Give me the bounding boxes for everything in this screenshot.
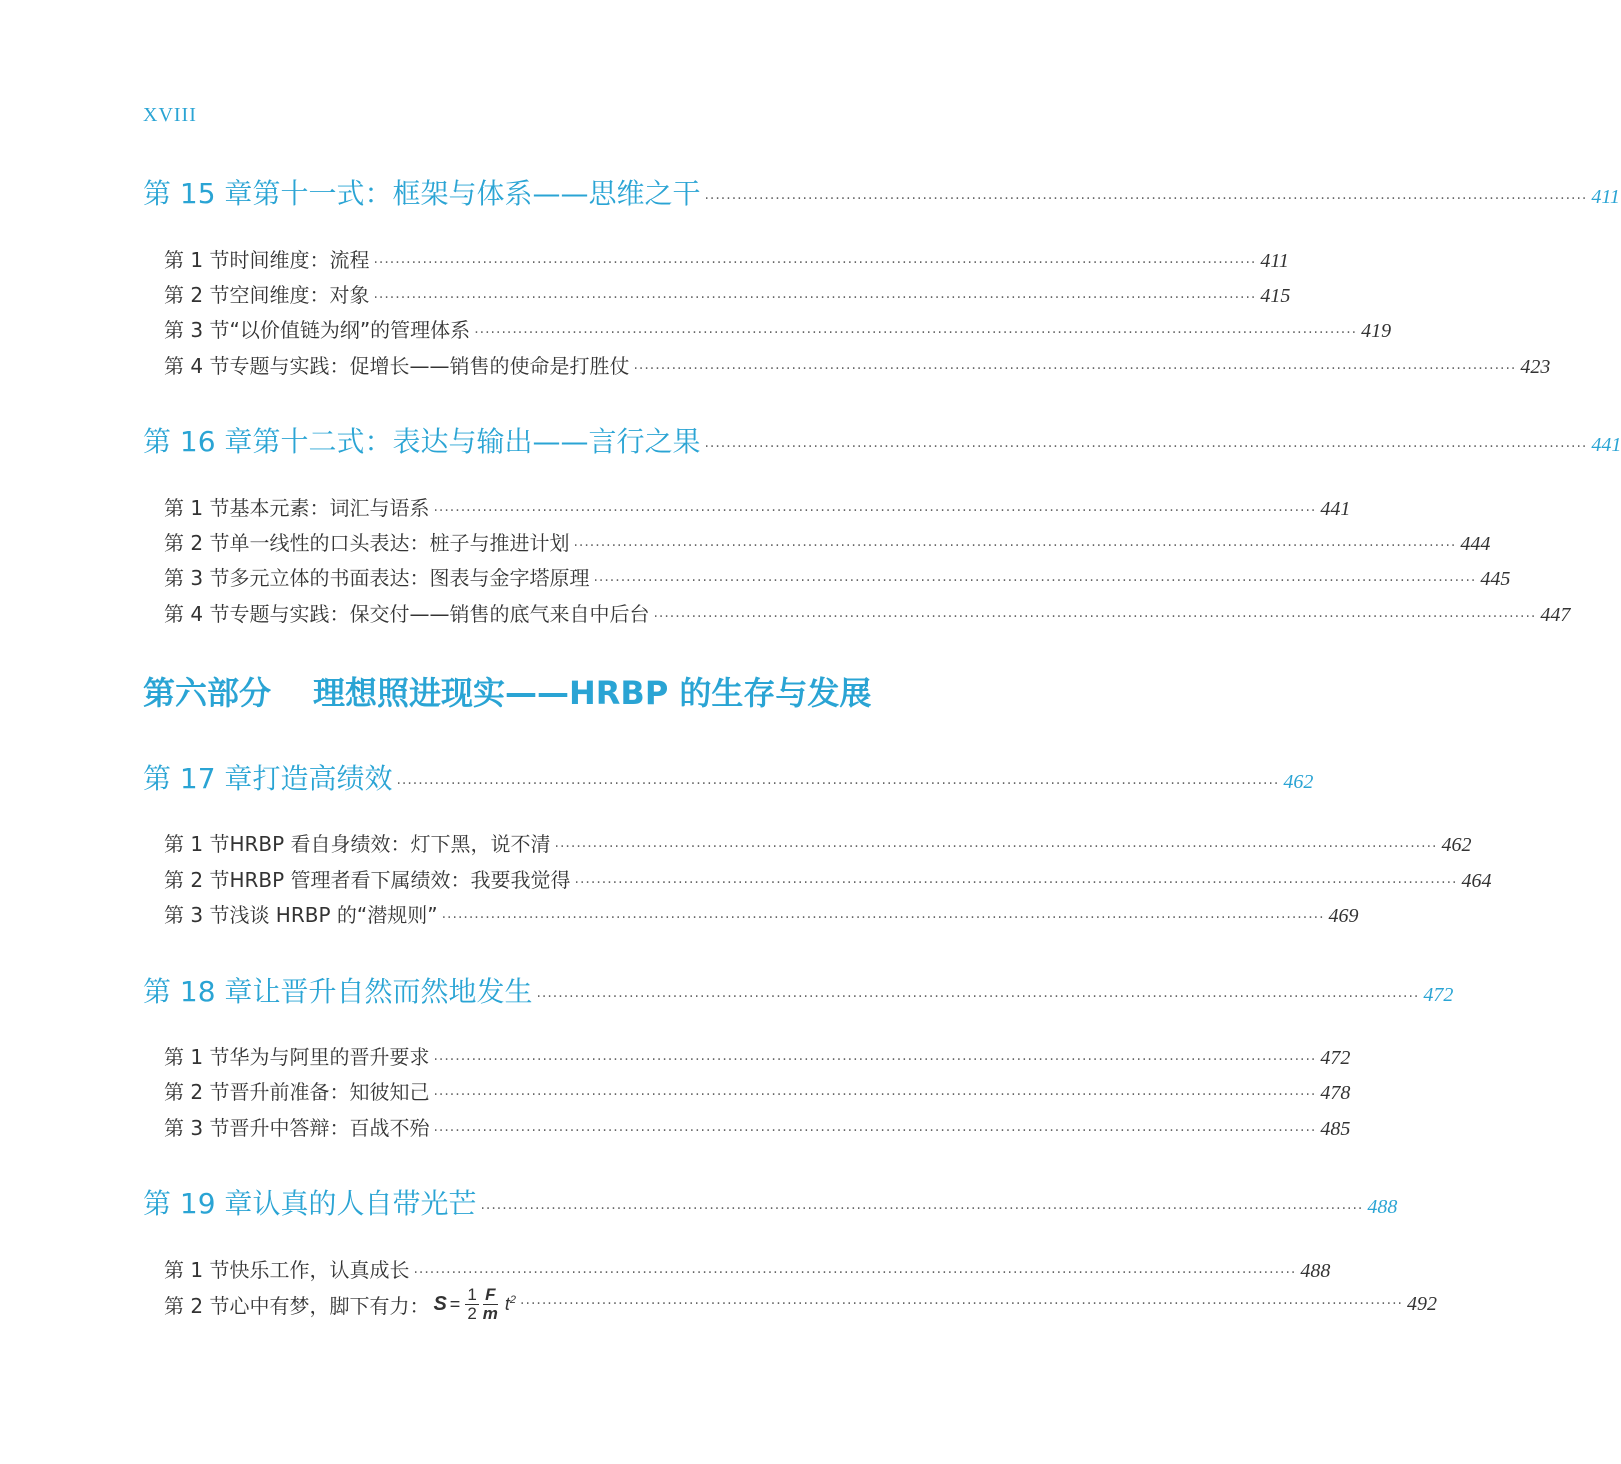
formula-exponent: 2 [509, 1293, 517, 1306]
chapter-number: 第 19 章 [143, 1187, 253, 1220]
toc-chapter-16[interactable] [143, 420, 1621, 460]
section-title: 晋升前准备：知彼知己 [229, 1080, 430, 1104]
chapter-title: 让晋升自然而然地发生 [252, 975, 533, 1008]
toc-section[interactable] [164, 1284, 1437, 1323]
section-page: 485 [1320, 1118, 1351, 1140]
section-number: 第 1 节 [164, 832, 230, 856]
section-title: 多元立体的书面表达：图表与金字塔原理 [229, 566, 590, 590]
dot-leader: ·································································································································································· [373, 255, 1257, 271]
dot-leader: ·································································································································································· [593, 573, 1477, 589]
section-number: 第 3 节 [164, 903, 230, 927]
toc-section[interactable] [164, 562, 1511, 592]
formula-t [505, 1294, 516, 1315]
fraction-f-over-m [483, 1286, 498, 1323]
dot-leader: ·································································································································································· [653, 609, 1537, 625]
section-number: 第 4 节 [164, 354, 230, 378]
dot-leader: ·································································································································································· [520, 1296, 1403, 1312]
section-number: 第 3 节 [164, 1116, 230, 1140]
fraction-one-half [465, 1286, 478, 1323]
toc-chapter-17[interactable] [143, 757, 1314, 797]
section-page: 444 [1460, 533, 1491, 555]
toc-section[interactable] [164, 492, 1351, 522]
chapter-title: 第十二式：表达与输出——言行之果 [252, 425, 701, 458]
dot-leader: ·································································································································································· [433, 1052, 1317, 1068]
dot-leader: ·································································································································································· [536, 989, 1420, 1005]
section-page: 411 [1260, 250, 1289, 272]
denominator: 2 [467, 1303, 477, 1323]
section-page: 478 [1320, 1082, 1351, 1104]
section-number: 第 3 节 [164, 318, 230, 342]
chapter-number: 第 16 章 [143, 425, 253, 458]
section-number: 第 1 节 [164, 1258, 230, 1282]
section-page: 445 [1480, 568, 1511, 590]
section-title: HRBP 管理者看下属绩效：我要我觉得 [229, 868, 571, 892]
section-title: 快乐工作，认真成长 [229, 1258, 410, 1282]
section-number: 第 1 节 [164, 248, 230, 272]
toc-section[interactable] [164, 244, 1289, 274]
chapter-page: 411 [1591, 186, 1620, 208]
dot-leader: ·································································································································································· [373, 290, 1257, 306]
section-number: 第 1 节 [164, 496, 230, 520]
part-title: 理想照进现实——HRBP 的生存与发展 [313, 674, 872, 712]
dot-leader: ·································································································································································· [573, 538, 1457, 554]
section-title: HRBP 看自身绩效：灯下黑，说不清 [229, 832, 551, 856]
toc-part-6[interactable] [143, 668, 871, 714]
formula-equals: = [449, 1293, 461, 1314]
dot-leader: ·································································································································································· [633, 361, 1517, 377]
formula-s: S [433, 1292, 447, 1315]
dot-leader: ·································································································································································· [413, 1265, 1297, 1281]
dot-leader: ·································································································································································· [574, 875, 1458, 891]
part-number: 第六部分 [143, 674, 272, 712]
section-page: 464 [1461, 870, 1492, 892]
toc-section[interactable] [164, 314, 1392, 344]
dot-leader: ·································································································································································· [554, 839, 1438, 855]
section-page: 462 [1441, 834, 1472, 856]
toc-chapter-19[interactable] [143, 1182, 1398, 1222]
toc-section[interactable] [164, 1112, 1351, 1142]
section-title: 空间维度：对象 [229, 283, 370, 307]
section-title: 专题与实践：保交付——销售的底气来自中后台 [229, 602, 650, 626]
section-page: 447 [1540, 604, 1571, 626]
toc-section[interactable] [164, 828, 1472, 858]
section-title: 晋升中答辩：百战不殆 [229, 1116, 430, 1140]
section-title: 基本元素：词汇与语系 [229, 496, 430, 520]
section-title: 单一线性的口头表达：桩子与推进计划 [229, 531, 570, 555]
denominator: m [482, 1303, 498, 1323]
section-page: 472 [1320, 1047, 1351, 1069]
chapter-page: 472 [1423, 984, 1454, 1006]
toc-chapter-18[interactable] [143, 970, 1454, 1010]
dot-leader: ·································································································································································· [441, 910, 1325, 926]
section-title: 华为与阿里的晋升要求 [229, 1045, 430, 1069]
section-number: 第 2 节 [164, 1080, 230, 1104]
section-number: 第 3 节 [164, 566, 230, 590]
toc-section[interactable] [164, 864, 1492, 894]
section-page: 492 [1406, 1292, 1437, 1315]
dot-leader: ·································································································································································· [433, 1087, 1317, 1103]
section-page: 488 [1300, 1260, 1331, 1282]
dot-leader: ·································································································································································· [433, 503, 1317, 519]
chapter-number: 第 17 章 [143, 762, 253, 795]
section-number: 第 1 节 [164, 1045, 230, 1069]
toc-section[interactable] [164, 1041, 1351, 1071]
page-folio: XVIII [143, 104, 197, 126]
chapter-page: 441 [1591, 434, 1621, 456]
section-number: 第 2 节 [164, 1293, 230, 1318]
dot-leader: ·································································································································································· [433, 1123, 1317, 1139]
toc-section[interactable] [164, 899, 1359, 929]
chapter-number: 第 15 章 [143, 177, 253, 210]
section-title: 浅谈 HRBP 的“潜规则” [229, 903, 438, 927]
chapter-page: 462 [1283, 771, 1314, 793]
chapter-title: 认真的人自带光芒 [252, 1187, 477, 1220]
section-number: 第 2 节 [164, 531, 230, 555]
toc-section[interactable] [164, 598, 1571, 628]
toc-section[interactable] [164, 1254, 1331, 1284]
section-title: 心中有梦，脚下有力： [229, 1293, 430, 1318]
chapter-page: 488 [1367, 1196, 1398, 1218]
toc-chapter-15[interactable] [143, 172, 1620, 212]
toc-section[interactable] [164, 527, 1491, 557]
numerator: F [485, 1284, 496, 1304]
dot-leader: ·································································································································································· [704, 439, 1588, 455]
section-title: “以价值链为纲”的管理体系 [229, 318, 471, 342]
toc-section[interactable] [164, 350, 1551, 380]
formula [433, 1286, 516, 1323]
numerator: 1 [467, 1284, 477, 1304]
section-number: 第 2 节 [164, 283, 230, 307]
formula-t-base: t [504, 1293, 510, 1314]
chapter-number: 第 18 章 [143, 975, 253, 1008]
section-number: 第 4 节 [164, 602, 230, 626]
section-page: 423 [1520, 356, 1551, 378]
section-title: 专题与实践：促增长——销售的使命是打胜仗 [229, 354, 630, 378]
section-title: 时间维度：流程 [229, 248, 370, 272]
toc-section[interactable] [164, 1076, 1351, 1106]
chapter-title: 第十一式：框架与体系——思维之干 [252, 177, 701, 210]
toc-section[interactable] [164, 279, 1291, 309]
dot-leader: ·································································································································································· [704, 191, 1588, 207]
dot-leader: ·································································································································································· [474, 325, 1358, 341]
dot-leader: ·································································································································································· [480, 1201, 1364, 1217]
section-number: 第 2 节 [164, 868, 230, 892]
section-page: 469 [1328, 905, 1359, 927]
chapter-title: 打造高绩效 [252, 762, 393, 795]
section-page: 441 [1320, 498, 1351, 520]
section-page: 419 [1361, 320, 1392, 342]
section-page: 415 [1260, 285, 1291, 307]
dot-leader: ·································································································································································· [396, 776, 1280, 792]
